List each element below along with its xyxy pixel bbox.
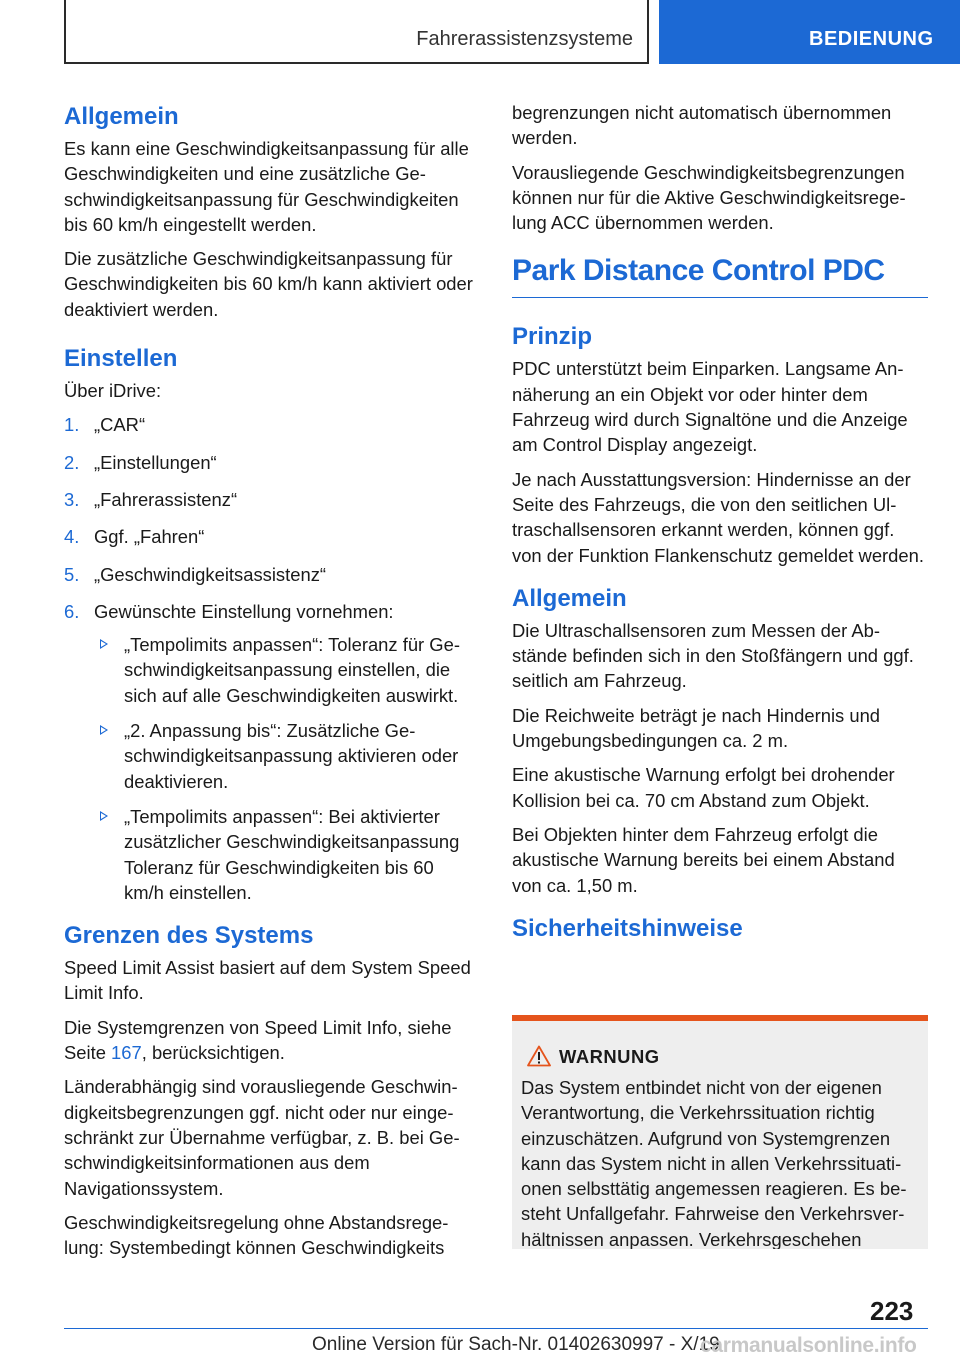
page-reference-link[interactable]: 167 bbox=[111, 1042, 142, 1064]
list-item bbox=[64, 487, 478, 512]
steps-list bbox=[64, 412, 478, 905]
footer-divider bbox=[64, 1328, 928, 1329]
paragraph: Je nach Ausstattungsversion: Hindernisse an der Seite des Fahrzeugs, die von den seitlichen Ultraschallsensoren erkannt werden, können ggf. von der Funktion Flankenschutz gemeldet werden. bbox=[512, 468, 924, 566]
list-item bbox=[94, 718, 478, 794]
step-text: „Einstellungen“ bbox=[94, 451, 217, 473]
step-text: Ggf. „Fahren“ bbox=[94, 526, 205, 548]
header-chapter-title: BEDIENUNG bbox=[809, 28, 934, 50]
right-column bbox=[512, 100, 928, 948]
paragraph: Vorausliegende Geschwindigkeitsbegrenzungen können nur für die Aktive Geschwindigkeitsregelung ACC übernommen werden. bbox=[512, 161, 906, 234]
paragraph: begrenzungen nicht automatisch übernommen werden. bbox=[512, 102, 892, 149]
step-text: „CAR“ bbox=[94, 414, 146, 436]
list-item bbox=[64, 599, 478, 905]
list-item bbox=[94, 804, 478, 905]
triangle-bullet-icon bbox=[100, 725, 108, 735]
header-chapter-box bbox=[659, 0, 960, 64]
warning-title: WARNUNG bbox=[559, 1046, 660, 1067]
page-number: 223 bbox=[870, 1296, 914, 1326]
footer-online-version: Online Version für Sach-Nr. 01402630997 - X/19 bbox=[312, 1334, 720, 1355]
step-number: 3. bbox=[64, 488, 80, 510]
step-text: „Geschwindigkeitsassistenz“ bbox=[94, 563, 327, 585]
heading-sicherheitshinweise: Sicherheitshinweise bbox=[512, 914, 743, 942]
step-text: „Fahrerassistenz“ bbox=[94, 488, 238, 510]
paragraph bbox=[64, 1015, 478, 1066]
heading-allgemein-right: Allgemein bbox=[512, 584, 627, 612]
paragraph: Über iDrive: bbox=[64, 380, 162, 402]
heading-prinzip: Prinzip bbox=[512, 323, 593, 351]
step-number: 5. bbox=[64, 563, 80, 585]
paragraph: Es kann eine Geschwindigkeitsanpassung für alle Geschwindigkeiten und eine zusätzliche Geschwindigkeitsanpassung für Geschwindigkeiten bis 60 km/h eingestellt werden. bbox=[64, 138, 469, 235]
paragraph: Die Ultraschallsensoren zum Messen der Abstände befinden sich in den Stoßfängern und ggf. seitlich am Fahrzeug. bbox=[512, 619, 914, 692]
paragraph: Eine akustische Warnung erfolgt bei drohender Kollision bei ca. 70 cm Abstand zum Objekt. bbox=[512, 764, 895, 811]
paragraph: PDC unterstützt beim Einparken. Langsame Annäherung an ein Objekt vor oder hinter dem Fahrzeug wird durch Signaltöne und die Anzeige am Control Display angezeigt. bbox=[512, 358, 908, 456]
left-column bbox=[64, 100, 478, 1269]
substeps-list bbox=[94, 632, 478, 905]
substep-text: „2. Anpassung bis“: Zusätzliche Geschwindigkeitsanpassung aktivieren oder deaktivieren. bbox=[124, 720, 459, 792]
triangle-bullet-icon bbox=[100, 639, 108, 649]
heading-einstellen: Einstellen bbox=[64, 345, 178, 373]
paragraph: Speed Limit Assist basiert auf dem System Speed Limit Info. bbox=[64, 957, 471, 1004]
list-item bbox=[64, 524, 478, 549]
substep-text: „Tempolimits anpassen“: Toleranz für Geschwindigkeitsanpassung einstellen, die sich auf alle Geschwindigkeiten auswirkt. bbox=[124, 634, 460, 706]
list-item bbox=[64, 412, 478, 437]
header-section-title: Fahrerassistenzsysteme bbox=[416, 28, 633, 50]
paragraph: Geschwindigkeitsregelung ohne Abstandsregelung: Systembedingt können Geschwindigkeits bbox=[64, 1211, 449, 1259]
section-title-pdc: Park Distance Control PDC bbox=[512, 249, 928, 298]
text: , berücksichtigen. bbox=[141, 1042, 285, 1064]
warning-header bbox=[521, 1043, 920, 1075]
step-number: 2. bbox=[64, 451, 80, 473]
paragraph: Die Reichweite beträgt je nach Hindernis und Umgebungsbedingungen ca. 2 m. bbox=[512, 704, 881, 752]
warning-box bbox=[512, 1015, 928, 1249]
warning-triangle-icon bbox=[527, 1045, 551, 1067]
list-item bbox=[64, 562, 478, 587]
paragraph: Die zusätzliche Geschwindigkeitsanpassung für Geschwindigkeiten bis 60 km/h kann aktiviert oder deaktiviert werden. bbox=[64, 248, 473, 320]
heading-grenzen: Grenzen des Systems bbox=[64, 922, 314, 950]
watermark-text: carmanualsonline.info bbox=[700, 1334, 917, 1357]
triangle-bullet-icon bbox=[100, 811, 108, 821]
paragraph: Bei Objekten hinter dem Fahrzeug erfolgt die akustische Warnung bereits bei einem Abstand von ca. 1,50 m. bbox=[512, 823, 895, 896]
text: Die Systemgrenzen von Speed Limit Info, siehe Seite bbox=[64, 1016, 452, 1064]
list-item bbox=[64, 450, 478, 475]
step-number: 6. bbox=[64, 600, 80, 622]
step-number: 1. bbox=[64, 414, 80, 436]
list-item bbox=[94, 632, 478, 708]
step-text: Gewünschte Einstellung vornehmen: bbox=[94, 600, 394, 622]
warning-text: Das System entbindet nicht von der eigenen Verantwortung, die Verkehrssituation richtig einzuschätzen. Aufgrund von Systemgrenzen kann das System nicht in allen Verkehrssituationen selbsttätig angemessen reagieren. Es besteht Unfallgefahr. Fahrweise den Verkehrsverhältnissen anpassen. Verkehrsgeschehen bbox=[521, 1077, 907, 1249]
heading-allgemein-left: Allgemein bbox=[64, 103, 179, 130]
substep-text: „Tempolimits anpassen“: Bei aktivierter zusätzlicher Geschwindigkeitsanpassung Toleranz für Geschwindigkeiten bis 60 km/h einstellen. bbox=[124, 805, 460, 903]
header-section-box bbox=[64, 0, 649, 64]
step-number: 4. bbox=[64, 526, 80, 548]
paragraph: Länderabhängig sind vorausliegende Geschwindigkeitsbegrenzungen ggf. nicht oder nur eingeschränkt zur Übernahme verfügbar, z. B. bei Geschwindigkeitsinformationen aus dem Navigationssystem. bbox=[64, 1076, 460, 1199]
